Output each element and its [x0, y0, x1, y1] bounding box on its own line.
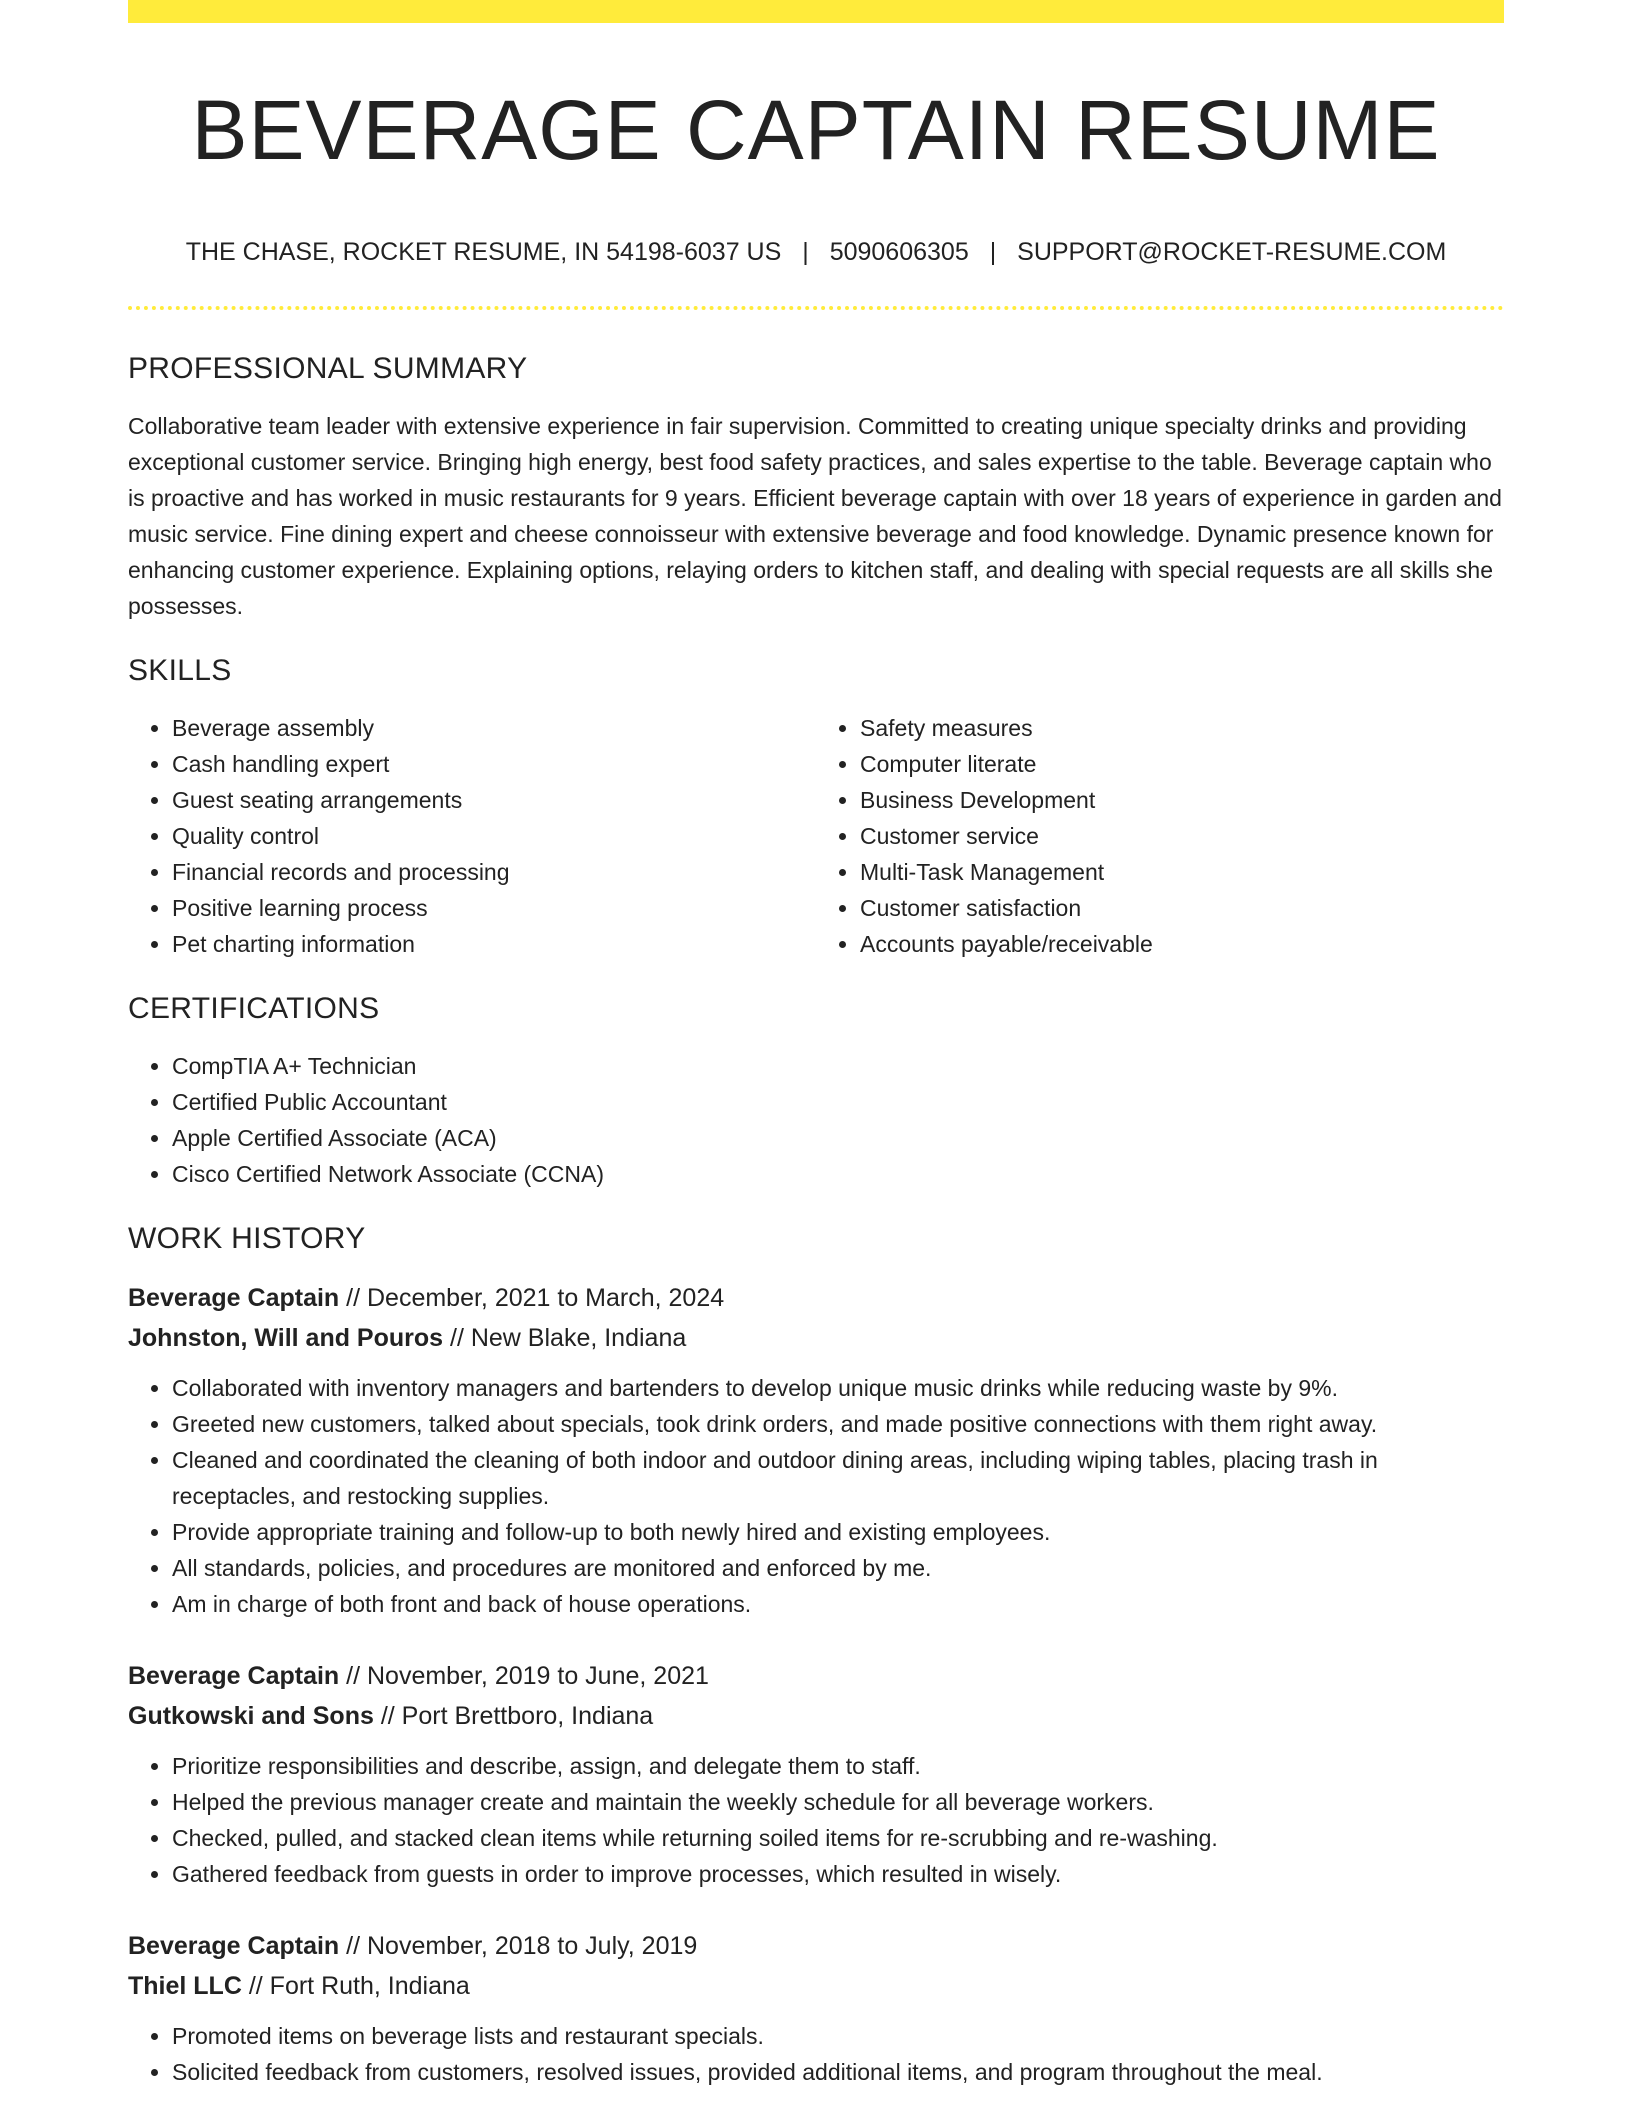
job-bullet: • Helped the previous manager create and maintain the weekly schedule for all beverage workers. [172, 1784, 1504, 1820]
skill-item: • Positive learning process [172, 890, 816, 926]
job-dates: // November, 2018 to July, 2019 [346, 1932, 698, 1960]
skill-item: • Customer service [860, 818, 1504, 854]
work-history-heading: WORK HISTORY [128, 1222, 366, 1255]
job-bullet: • Checked, pulled, and stacked clean items while returning soiled items for re-scrubbing and re-washing. [172, 1820, 1504, 1856]
skill-item: • Beverage assembly [172, 710, 816, 746]
job-bullet: • Promoted items on beverage lists and restaurant specials. [172, 2018, 1504, 2054]
job-bullet: • Solicited feedback from customers, resolved issues, provided additional items, and program throughout the meal. [172, 2054, 1504, 2090]
job-bullets [128, 2018, 1504, 2090]
job-bullet: • Provide appropriate training and follow-up to both newly hired and existing employees. [172, 1514, 1504, 1550]
skill-item: • Business Development [860, 782, 1504, 818]
skill-item: • Accounts payable/receivable [860, 926, 1504, 962]
skill-item: • Cash handling expert [172, 746, 816, 782]
job-company-line [128, 1966, 1504, 2006]
contact-line [128, 238, 1504, 267]
summary-heading: PROFESSIONAL SUMMARY [128, 352, 528, 385]
job-bullet: • Gathered feedback from guests in order to improve processes, which resulted in wisely. [172, 1856, 1504, 1892]
job-location: // Port Brettboro, Indiana [380, 1702, 654, 1730]
job-title: Beverage Captain [128, 1662, 340, 1690]
contact-separator: | [802, 238, 809, 266]
skill-item: • Computer literate [860, 746, 1504, 782]
contact-separator: | [989, 238, 997, 266]
skills-list-left [128, 710, 816, 962]
job-bullet: • Prioritize responsibilities and describe, assign, and delegate them to staff. [172, 1748, 1504, 1784]
job-title: Beverage Captain [128, 1284, 340, 1312]
skill-item: • Quality control [172, 818, 816, 854]
summary-text: Collaborative team leader with extensive experience in fair supervision. Committed to creating unique specialty drinks and providing exceptional customer service. Bringing high energy, best food safety practices, and sales expertise to the table. Beverage captain who is proactive and has worked in music restaurants for 9 years. Efficient beverage captain with over 18 years of experience in garden and music service. Fine dining expert and cheese connoisseur with extensive beverage and food knowledge. Dynamic presence known for enhancing customer experience. Explaining options, relaying orders to kitchen staff, and dealing with special requests are all skills she possesses. [128, 413, 1502, 619]
job-company: Gutkowski and Sons [128, 1702, 374, 1730]
dotted-divider [128, 306, 1504, 310]
job-company-line [128, 1318, 1504, 1358]
skill-item: • Multi-Task Management [860, 854, 1504, 890]
job-dates: // December, 2021 to March, 2024 [346, 1284, 725, 1312]
job-company: Johnston, Will and Pouros [128, 1324, 444, 1352]
job-title: Beverage Captain [128, 1932, 340, 1960]
certification-item: • Certified Public Accountant [172, 1084, 1504, 1120]
job-bullets [128, 1748, 1504, 1892]
summary-section [128, 352, 1504, 624]
resume-body [128, 352, 1504, 2124]
job-company: Thiel LLC [128, 1972, 242, 2000]
job-bullets [128, 1370, 1504, 1622]
job-bullet: • Cleaned and coordinated the cleaning of both indoor and outdoor dining areas, including wiping tables, placing trash in receptacles, and restocking supplies. [172, 1442, 1504, 1514]
contact-email: SUPPORT@ROCKET-RESUME.COM [1017, 238, 1447, 266]
skill-item: • Customer satisfaction [860, 890, 1504, 926]
skills-list-right [816, 710, 1504, 962]
job-bullet: • Collaborated with inventory managers and bartenders to develop unique music drinks while reducing waste by 9%. [172, 1370, 1504, 1406]
certifications-list [128, 1048, 1504, 1192]
certification-item: • Apple Certified Associate (ACA) [172, 1120, 1504, 1156]
certifications-heading: CERTIFICATIONS [128, 992, 380, 1025]
job-title-line [128, 1278, 1504, 1318]
job-title-line [128, 1656, 1504, 1696]
certifications-section [128, 992, 1504, 1192]
skill-item: • Financial records and processing [172, 854, 816, 890]
job-company-line [128, 1696, 1504, 1736]
skills-section [128, 654, 1504, 962]
job-location: // Fort Ruth, Indiana [248, 1972, 470, 2000]
job-title-line [128, 1926, 1504, 1966]
job-entry [128, 1278, 1504, 1622]
contact-address: THE CHASE, ROCKET RESUME, IN 54198-6037 US [185, 238, 782, 266]
certification-item: • Cisco Certified Network Associate (CCNA) [172, 1156, 1504, 1192]
work-history-section [128, 1222, 1504, 2090]
skills-heading: SKILLS [128, 654, 232, 687]
contact-phone: 5090606305 [829, 238, 969, 266]
job-bullet: • Greeted new customers, talked about specials, took drink orders, and made positive connections with them right away. [172, 1406, 1504, 1442]
skill-item: • Guest seating arrangements [172, 782, 816, 818]
job-bullet: • Am in charge of both front and back of house operations. [172, 1586, 1504, 1622]
job-entry [128, 1656, 1504, 1892]
job-dates: // November, 2019 to June, 2021 [346, 1662, 709, 1690]
certification-item: • CompTIA A+ Technician [172, 1048, 1504, 1084]
skill-item: • Pet charting information [172, 926, 816, 962]
job-location: // New Blake, Indiana [450, 1324, 687, 1352]
job-entry [128, 1926, 1504, 2090]
skills-columns [128, 710, 1504, 962]
page-title: BEVERAGE CAPTAIN RESUME [191, 83, 1441, 177]
skill-item: • Safety measures [860, 710, 1504, 746]
accent-top-bar [128, 0, 1504, 23]
job-bullet: • All standards, policies, and procedures are monitored and enforced by me. [172, 1550, 1504, 1586]
